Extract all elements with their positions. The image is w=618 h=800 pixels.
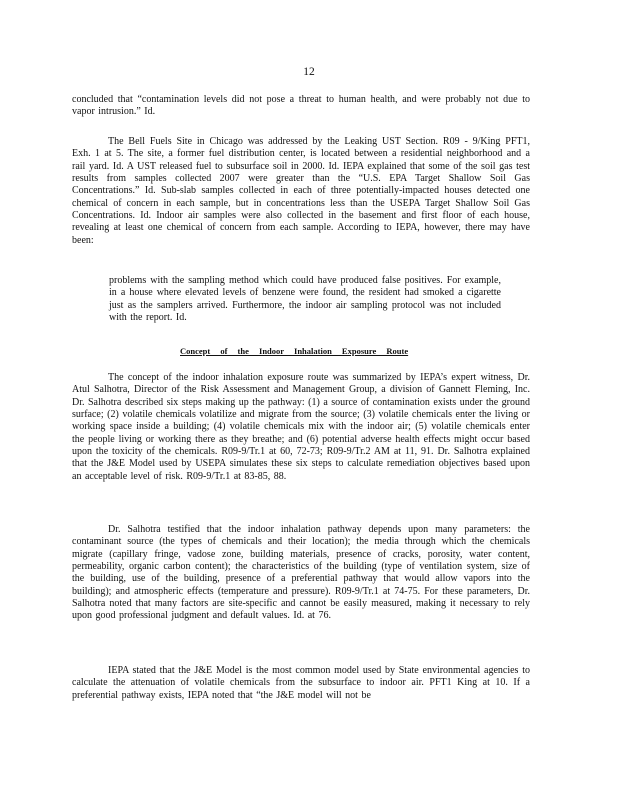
paragraph-4: Dr. Salhotra testified that the indoor inhalation pathway depends upon many parameters: the contaminant source (the types of chemicals and their location); the media through which the chemicals migrate (capillary fringe, vadose zone, building materials, presence of cracks, porosity, water content, permeability, organic carbon content); the characteristics of the building (type of ventilation system, size of the building, use of the building, presence of a preferential pathway that would allow vapors into the building); and atmospheric effects (temperature and pressure). R09-9/Tr.1 at 74-75. For these parameters, Dr. Salhotra noted that many factors are site-specific and cannot be easily measured, making it necessary to rely upon good professional judgment and default values. Id. at 76. [72, 524, 530, 622]
block-quote: problems with the sampling method which could have produced false positives. For example, in a house where elevated levels of benzene were found, the resident had smoked a cigarette just as the samplers arrived. Furthermore, the indoor air sampling protocol was not included with the report. Id. [109, 275, 501, 324]
paragraph-3: The concept of the indoor inhalation exposure route was summarized by IEPA’s expert witness, Dr. Atul Salhotra, Director of the Risk Assessment and Management Group, a division of Gannett Fleming, Inc. Dr. Salhotra described six steps making up the pathway: (1) a source of contamination exists under the ground surface; (2) volatile chemicals volatilize and migrate from the source; (3) volatile chemicals enter the living or working space inside a building; (4) volatile chemicals mix with the indoor air; (5) volatile chemicals enter the people living or working there as they breathe; and (6) potential adverse health effects might occur based upon the toxicity of the chemicals. R09-9/Tr.1 at 60, 72-73; R09-9/Tr.2 AM at 11, 91. Dr. Salhotra explained that the J&E Model used by USEPA simulates these six steps to calculate remediation objectives based upon an acceptable level of risk. R09-9/Tr.1 at 83-85, 88. [72, 372, 531, 482]
section-heading: Concept of the Indoor Inhalation Exposure Route [180, 346, 409, 356]
paragraph-2: The Bell Fuels Site in Chicago was addressed by the Leaking UST Section. R09 - 9/King PFT1, Exh. 1 at 5. The site, a former fuel distribution center, is located between a residential neighborhood and a rail yard. Id. A UST released fuel to subsurface soil in 2000. Id. IEPA explained that some of the soil gas test results from samples collected 2007 were greater than the “U.S. EPA Target Shallow Soil Gas Concentrations.” Id. Sub-slab samples collected in each of three potentially-impacted houses detected one chemical of concern in each sample, but in concentrations less than the USEPA Target Shallow Soil Gas Concentrations. Id. Indoor air samples were also collected in the basement and first floor of each house, revealing at least one chemical of concern from each sample. According to IEPA, however, there may have been: [72, 136, 530, 246]
paragraph-5: IEPA stated that the J&E Model is the most common model used by State environmental agencies to calculate the attenuation of volatile chemicals from the subsurface to indoor air. PFT1 King at 10. If a preferential pathway exists, IEPA noted that “the J&E model will not be [72, 665, 530, 701]
page-number: 12 [303, 66, 315, 78]
paragraph-1: concluded that “contamination levels did not pose a threat to human health, and were probably not due to vapor intrusion.” Id. [72, 94, 530, 118]
